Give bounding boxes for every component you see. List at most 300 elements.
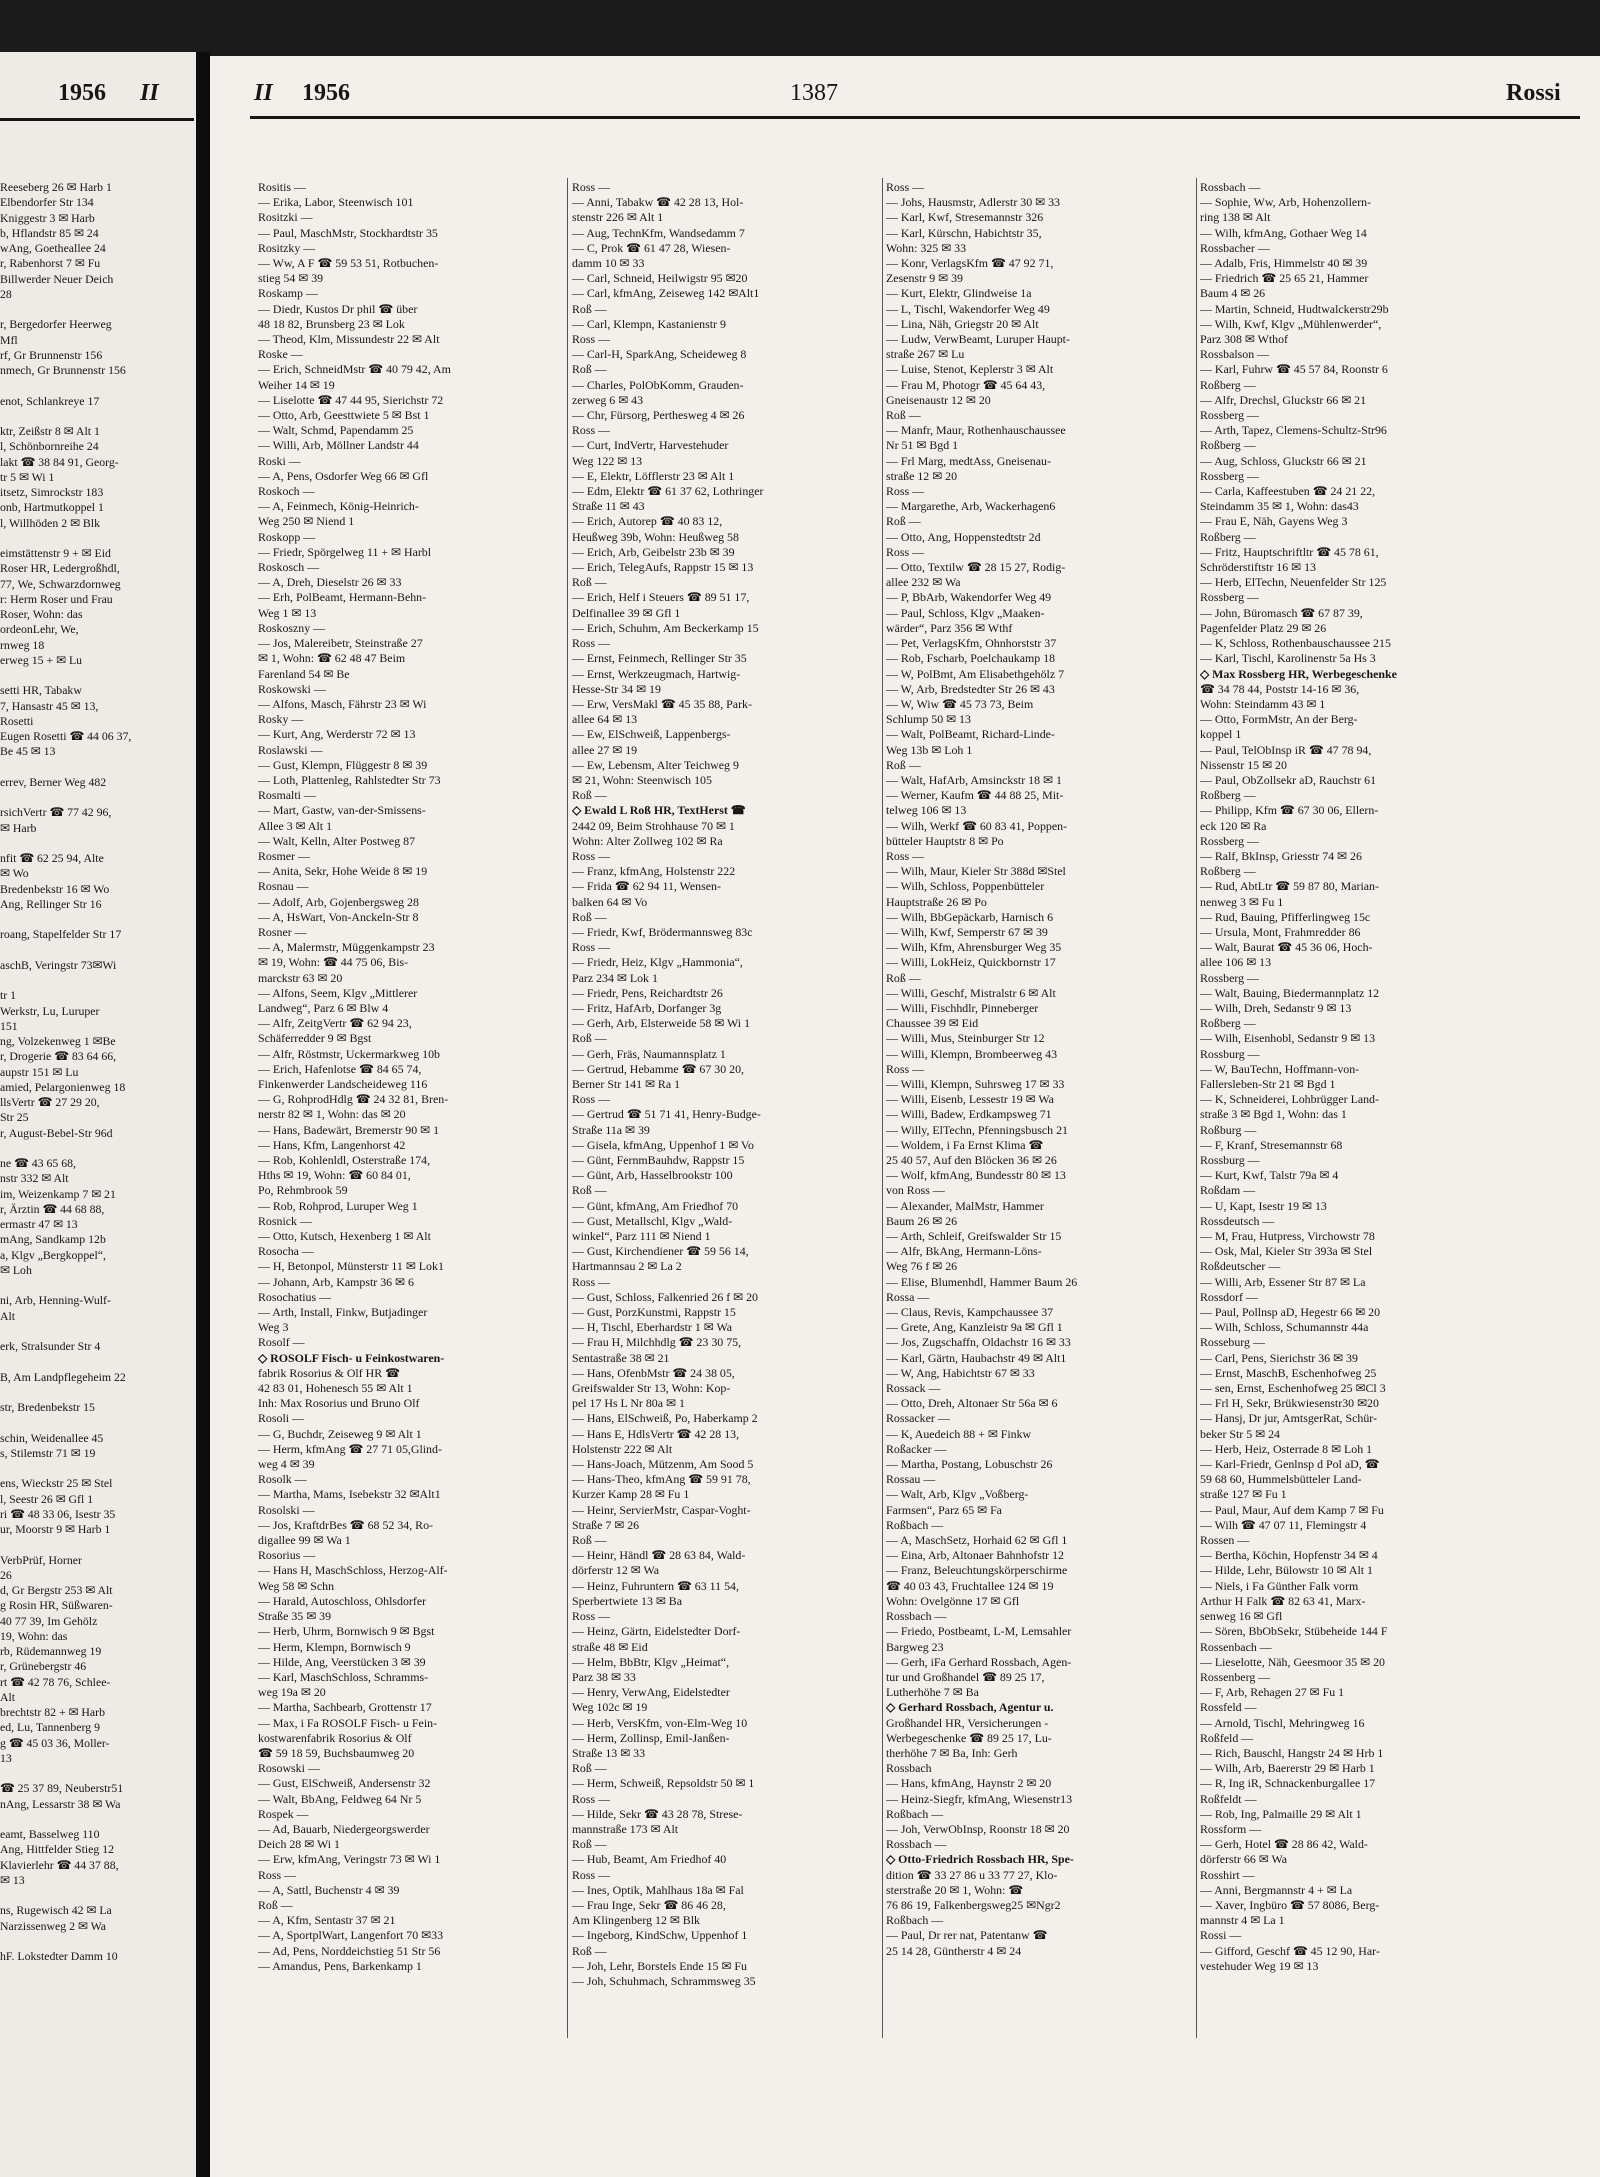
directory-entry-line: — A, Feinmech, König-Heinrich- <box>258 499 419 514</box>
directory-entry-line: — K, Schloss, Rothenbauschaussee 215 <box>1200 636 1391 651</box>
surname-heading: Roßberg — <box>1200 438 1256 453</box>
surname-heading: Rossenbach — <box>1200 1639 1272 1654</box>
directory-entry-line: digallee 99 ✉ Wa 1 <box>258 1533 351 1548</box>
directory-entry-line: ☎ 40 03 43, Fruchtallee 124 ✉ 19 <box>886 1578 1054 1593</box>
directory-entry-line: nenweg 3 ✉ Fu 1 <box>1200 894 1284 909</box>
surname-heading: Roßberg — <box>1200 377 1256 392</box>
directory-entry-line: Berner Str 141 ✉ Ra 1 <box>572 1076 681 1091</box>
directory-entry-line: Rossbach <box>886 1761 932 1776</box>
directory-entry-line: wAng, Goetheallee 24 <box>0 241 106 255</box>
surname-heading: Roski — <box>258 453 301 468</box>
directory-entry-line: pel 17 Hs L Nr 80a ✉ 1 <box>572 1396 685 1411</box>
directory-entry-line: — Erich, Hafenlotse ☎ 84 65 74, <box>258 1061 422 1076</box>
directory-entry-line: — Rich, Bauschl, Hangstr 24 ✉ Hrb 1 <box>1200 1745 1384 1760</box>
directory-entry-line: — Erich, Helf i Steuers ☎ 89 51 17, <box>572 590 750 605</box>
directory-entry-line: Schlump 50 ✉ 13 <box>886 712 971 727</box>
directory-entry-line: — Kurt, Elektr, Glindweise 1a <box>886 286 1032 301</box>
directory-entry-line <box>0 1385 194 1400</box>
directory-entry-line: — Gust, Metallschl, Klgv „Wald- <box>572 1213 733 1228</box>
directory-entry-line: — Karl-Friedr, Genlnsp d Pol aD, ☎ <box>1200 1457 1380 1472</box>
directory-entry-line: Straße 11a ✉ 39 <box>572 1122 650 1137</box>
directory-entry-line: r, Drogerie ☎ 83 64 66, <box>0 1049 117 1064</box>
directory-column-4 <box>1200 180 1510 1974</box>
directory-entry-line <box>0 1888 194 1903</box>
surname-heading: Ross — <box>572 1274 610 1289</box>
surname-heading: Rosoli — <box>258 1411 304 1426</box>
directory-entry-line: Fallersleben-Str 21 ✉ Bgd 1 <box>1200 1076 1336 1091</box>
directory-entry-line: Deich 28 ✉ Wi 1 <box>258 1837 340 1852</box>
directory-entry-line <box>0 668 194 683</box>
directory-entry-line: — Kurt, Kwf, Talstr 79a ✉ 4 <box>1200 1168 1339 1183</box>
surname-heading: Roßberg — <box>1200 788 1256 803</box>
directory-entry-line: Pagenfelder Platz 29 ✉ 26 <box>1200 620 1327 635</box>
directory-entry-line: — Hans E, HdlsVertr ☎ 42 28 13, <box>572 1426 740 1441</box>
directory-entry-line: Greifswalder Str 13, Wohn: Kop- <box>572 1381 731 1396</box>
directory-entry-line: — Sören, BbObSekr, Stübeheide 144 F <box>1200 1624 1388 1639</box>
directory-entry-line: — Heinz, Gärtn, Eidelstedter Dorf- <box>572 1624 741 1639</box>
surname-heading: Roß — <box>572 909 607 924</box>
directory-entry-line: Werkstr, Lu, Luruper <box>0 1003 100 1018</box>
directory-entry-line: onb, Hartmutkoppel 1 <box>0 500 104 515</box>
surname-heading: Rossberg — <box>1200 970 1259 985</box>
directory-entry-line: ◇ Ewald L Roß HR, TextHerst ☎ <box>572 803 746 818</box>
directory-entry-line: Hauptstraße 26 ✉ Po <box>886 894 987 909</box>
directory-entry-line: — Hilde, Sekr ☎ 43 28 78, Strese- <box>572 1806 743 1821</box>
directory-entry-line: — Curt, IndVertr, Harvestehuder <box>572 438 729 453</box>
directory-entry-line: Hartmannsau 2 ✉ La 2 <box>572 1259 682 1274</box>
directory-entry-line <box>0 1766 194 1781</box>
directory-entry-line: — K, Schneiderei, Lohbrügger Land- <box>1200 1092 1379 1107</box>
directory-entry-line: — Xaver, Ingbüro ☎ 57 8086, Berg- <box>1200 1897 1380 1912</box>
directory-entry-line: 40 77 39, Im Gehölz <box>0 1613 98 1628</box>
directory-entry-line: — Joh, Schuhmach, Schrammsweg 35 <box>572 1973 756 1988</box>
directory-entry-line: Be 45 ✉ 13 <box>0 744 56 759</box>
surname-heading: Roß — <box>886 514 921 529</box>
directory-entry-line: — Karl, Gärtn, Haubachstr 49 ✉ Alt1 <box>886 1350 1067 1365</box>
surname-heading: Roß — <box>886 757 921 772</box>
surname-heading: Rosshirt — <box>1200 1867 1255 1882</box>
directory-entry-line: — Otto, FormMstr, An der Berg- <box>1200 712 1358 727</box>
directory-entry-line: — Karl, Tischl, Karolinenstr 5a Hs 3 <box>1200 651 1376 666</box>
directory-entry-line: Bargweg 23 <box>886 1639 944 1654</box>
surname-heading: Rossbach — <box>886 1837 947 1852</box>
directory-entry-line <box>0 790 194 805</box>
directory-entry-line: — Paul, MaschMstr, Stockhardtstr 35 <box>258 225 438 240</box>
directory-entry-line: Lutherhöhe 7 ✉ Ba <box>886 1685 979 1700</box>
directory-entry-line: — Paul, Pollnsp aD, Hegestr 66 ✉ 20 <box>1200 1305 1381 1320</box>
directory-entry-line: — Anni, Bergmannstr 4 + ✉ La <box>1200 1882 1353 1897</box>
directory-entry-line: d, Gr Bergstr 253 ✉ Alt <box>0 1583 113 1597</box>
directory-entry-line: fabrik Rosorius & Olf HR ☎ <box>258 1365 400 1380</box>
directory-entry-line: — Fritz, HafArb, Dorfanger 3g <box>572 1000 722 1015</box>
directory-entry-line: — Helm, BbBtr, Klgv „Heimat“, <box>572 1654 730 1669</box>
directory-entry-line: — Willi, Geschf, Mistralstr 6 ✉ Alt <box>886 985 1056 1000</box>
directory-entry-line: l, Willhöden 2 ✉ Blk <box>0 515 100 530</box>
directory-entry-line: — Otto, Dreh, Altonaer Str 56a ✉ 6 <box>886 1396 1058 1411</box>
directory-entry-line: Weg 13b ✉ Loh 1 <box>886 742 973 757</box>
directory-entry-line: mannstraße 173 ✉ Alt <box>572 1821 679 1836</box>
directory-entry-line: — W, Ang, Habichtstr 67 ✉ 33 <box>886 1365 1035 1380</box>
directory-entry-line: — Konr, VerlagsKfm ☎ 47 92 71, <box>886 256 1054 271</box>
surname-heading: Ross — <box>572 848 610 863</box>
right-header-rule <box>250 116 1580 119</box>
surname-heading: Roß — <box>572 362 607 377</box>
directory-entry-line: straße 3 ✉ Bgd 1, Wohn: das 1 <box>1200 1107 1347 1122</box>
directory-entry-line: — Friedr, Spörgelweg 11 + ✉ Harbl <box>258 544 432 559</box>
directory-entry-line: 13 <box>0 1750 12 1765</box>
directory-entry-line: allee 27 ✉ 19 <box>572 742 638 757</box>
directory-entry-line: Wohn: Steindamm 43 ✉ 1 <box>1200 696 1326 711</box>
surname-heading: Rossenberg — <box>1200 1669 1271 1684</box>
directory-entry-line: — Edm, Elektr ☎ 61 37 62, Lothringer <box>572 484 764 499</box>
directory-entry-line: — Paul, Maur, Auf dem Kamp 7 ✉ Fu <box>1200 1502 1384 1517</box>
directory-entry-line: wärder“, Parz 356 ✉ Wthf <box>886 620 1013 635</box>
surname-heading: Roskosch — <box>258 560 320 575</box>
directory-entry-line: — Alfons, Seem, Klgv „Mittlerer <box>258 985 418 1000</box>
surname-heading: Roß — <box>886 970 921 985</box>
directory-entry-line: — Hans, kfmAng, Haynstr 2 ✉ 20 <box>886 1776 1052 1791</box>
directory-entry-line: — Johs, Hausmstr, Adlerstr 30 ✉ 33 <box>886 195 1060 210</box>
directory-entry-line: — Liselotte ☎ 47 44 95, Sierichstr 72 <box>258 392 444 407</box>
directory-entry-line: — Anni, Tabakw ☎ 42 28 13, Hol- <box>572 195 744 210</box>
directory-entry-line: — Erika, Labor, Steenwisch 101 <box>258 195 414 210</box>
directory-entry-line: r, August-Bebel-Str 96d <box>0 1125 113 1140</box>
directory-entry-line: — Hans-Theo, kfmAng ☎ 59 91 78, <box>572 1472 751 1487</box>
directory-entry-line: — Heinz-Siegfr, kfmAng, Wiesenstr13 <box>886 1791 1073 1806</box>
directory-entry-line: — Luise, Stenot, Keplerstr 3 ✉ Alt <box>886 362 1054 377</box>
directory-entry-line: — E, Elektr, Löfflerstr 23 ✉ Alt 1 <box>572 468 735 483</box>
directory-entry-line: — Joh, VerwObInsp, Roonstr 18 ✉ 20 <box>886 1821 1070 1836</box>
directory-entry-line: nAng, Lessarstr 38 ✉ Wa <box>0 1796 121 1811</box>
right-page <box>210 56 1600 2177</box>
column-divider <box>882 178 883 2038</box>
directory-entry-line: Alt <box>0 1689 16 1704</box>
directory-entry-line: telweg 106 ✉ 13 <box>886 803 967 818</box>
directory-entry-line: — Alfr, Röstmstr, Uckermarkweg 10b <box>258 1046 440 1061</box>
surname-heading: Roß — <box>572 1943 607 1958</box>
surname-heading: Rossberg — <box>1200 590 1259 605</box>
surname-heading: Roß — <box>572 1031 607 1046</box>
directory-entry-line: errev, Berner Weg 482 <box>0 774 107 789</box>
book-gutter <box>196 52 210 2177</box>
surname-heading: Rossbacher — <box>1200 240 1270 255</box>
directory-entry-line: — G, Buchdr, Zeiseweg 9 ✉ Alt 1 <box>258 1426 422 1441</box>
directory-entry-line: ri ☎ 48 33 06, Isestr 35 <box>0 1506 116 1521</box>
directory-entry-line: ur, Moorstr 9 ✉ Harb 1 <box>0 1522 111 1536</box>
surname-heading: Roßdam — <box>1200 1183 1256 1198</box>
directory-entry-line: nerstr 82 ✉ 1, Wohn: das ✉ 20 <box>258 1107 406 1122</box>
directory-entry-line: r, Grünebergstr 46 <box>0 1659 87 1674</box>
directory-entry-line: ✉ Harb <box>0 820 37 835</box>
surname-heading: Rossi — <box>1200 1928 1242 1943</box>
directory-entry-line: — Amandus, Pens, Barkenkamp 1 <box>258 1958 422 1973</box>
surname-heading: Rosmalti — <box>258 788 316 803</box>
directory-entry-line: — Herm, Schweiß, Repsoldstr 50 ✉ 1 <box>572 1776 755 1791</box>
directory-entry-line <box>0 1461 194 1476</box>
surname-heading: Rosner — <box>258 924 307 939</box>
directory-entry-line: — Niels, i Fa Günther Falk vorm <box>1200 1578 1359 1593</box>
directory-entry-line: — Herb, VersKfm, von-Elm-Weg 10 <box>572 1715 748 1730</box>
directory-entry-line: — Mart, Gastw, van-der-Smissens- <box>258 803 426 818</box>
directory-entry-line: — Heinr, ServierMstr, Caspar-Voght- <box>572 1502 751 1517</box>
directory-entry-line: Billwerder Neuer Deich <box>0 271 114 286</box>
directory-entry-line: Großhandel HR, Versicherungen - <box>886 1715 1049 1730</box>
directory-entry-line: Schröderstiftstr 16 ✉ 13 <box>1200 560 1316 575</box>
directory-entry-line: — Karl, Fuhrw ☎ 45 57 84, Roonstr 6 <box>1200 362 1388 377</box>
directory-column-2 <box>572 180 877 1989</box>
surname-heading: Roßacker — <box>886 1441 947 1456</box>
column-divider <box>567 178 568 2038</box>
surname-heading: Roß — <box>572 1183 607 1198</box>
directory-entry-line: Werbegeschenke ☎ 89 25 17, Lu- <box>886 1730 1052 1745</box>
surname-heading: Rossen — <box>1200 1533 1250 1548</box>
left-page <box>0 52 196 2177</box>
directory-entry-line: B, Am Landpflegeheim 22 <box>0 1369 126 1384</box>
directory-entry-line: mannstr 4 ✉ La 1 <box>1200 1913 1285 1928</box>
directory-entry-line: therhöhe 7 ✉ Ba, Inh: Gerh <box>886 1745 1018 1760</box>
directory-entry-line: — Willi, Arb, Möllner Landstr 44 <box>258 438 419 453</box>
directory-entry-line: — Gerh, Arb, Elsterweide 58 ✉ Wi 1 <box>572 1016 751 1031</box>
surname-heading: Roß — <box>572 301 607 316</box>
directory-entry-line: — Jos, KraftdrBes ☎ 68 52 34, Ro- <box>258 1517 433 1532</box>
directory-entry-line: Weiher 14 ✉ 19 <box>258 377 335 392</box>
directory-entry-line: 28 <box>0 286 12 301</box>
directory-entry-line: — Lieselotte, Näh, Geesmoor 35 ✉ 20 <box>1200 1654 1385 1669</box>
directory-entry-line: — Ludw, VerwBeamt, Luruper Haupt- <box>886 332 1070 347</box>
directory-entry-line: — Gerh, iFa Gerhard Rossbach, Agen- <box>886 1654 1072 1669</box>
directory-entry-line: — Wilh, Schloss, Schumannstr 44a <box>1200 1320 1369 1335</box>
directory-entry-line: — Wilh, Schloss, Poppenbütteler <box>886 879 1045 894</box>
directory-entry-line: ens, Wieckstr 25 ✉ Stel <box>0 1476 113 1491</box>
directory-entry-line: — Kurt, Ang, Werderstr 72 ✉ 13 <box>258 727 416 742</box>
surname-heading: Ross — <box>572 180 610 194</box>
directory-entry-line: — H, Betonpol, Münsterstr 11 ✉ Lok1 <box>258 1259 444 1274</box>
directory-entry-line: erk, Stralsunder Str 4 <box>0 1339 101 1353</box>
directory-entry-line: — Alfr, Drechsl, Gluckstr 66 ✉ 21 <box>1200 392 1367 407</box>
directory-entry-line: r: Herm Roser und Frau <box>0 591 113 606</box>
directory-entry-line: — Anita, Sekr, Hohe Weide 8 ✉ 19 <box>258 864 428 879</box>
directory-entry-line: — Joh, Lehr, Borstels Ende 15 ✉ Fu <box>572 1958 747 1973</box>
directory-entry-line: — Carl, kfmAng, Zeiseweg 142 ✉Alt1 <box>572 286 760 301</box>
surname-heading: Rospek — <box>258 1806 309 1821</box>
directory-entry-line: tur und Großhandel ☎ 89 25 17, <box>886 1669 1045 1684</box>
directory-entry-line: eimstättenstr 9 + ✉ Eid <box>0 546 111 560</box>
directory-entry-line: ✉ 21, Wohn: Steenwisch 105 <box>572 772 712 787</box>
directory-entry-line: — Otto, Kutsch, Hexenberg 1 ✉ Alt <box>258 1229 431 1244</box>
directory-entry-line: Arthur H Falk ☎ 82 63 41, Marx- <box>1200 1593 1366 1608</box>
directory-entry-line: — Jos, Zugschaffn, Oldachstr 16 ✉ 33 <box>886 1335 1071 1350</box>
directory-entry-line: — A, Pens, Osdorfer Weg 66 ✉ Gfl <box>258 468 429 483</box>
directory-entry-line: — Frau M, Photogr ☎ 45 64 43, <box>886 377 1046 392</box>
directory-entry-line: — Alfons, Masch, Fährstr 23 ✉ Wi <box>258 696 427 711</box>
directory-entry-line: — A, Dreh, Dieselstr 26 ✉ 33 <box>258 575 402 590</box>
directory-entry-line: — Arth, Install, Finkw, Butjadinger <box>258 1305 428 1320</box>
directory-entry-line: ne ☎ 43 65 68, <box>0 1156 76 1170</box>
left-page-part: II <box>140 80 159 106</box>
directory-entry-line: — Hilde, Lehr, Bülowstr 10 ✉ Alt 1 <box>1200 1563 1373 1578</box>
directory-entry-line: beker Str 5 ✉ 24 <box>1200 1426 1280 1441</box>
directory-entry-line: Baum 4 ✉ 26 <box>1200 286 1266 301</box>
directory-entry-line: Str 25 <box>0 1110 29 1125</box>
directory-entry-line: schin, Weidenallee 45 <box>0 1430 104 1445</box>
directory-entry-line: r, Bergedorfer Heerweg <box>0 317 112 332</box>
directory-entry-line <box>0 302 194 317</box>
directory-entry-line: 59 68 60, Hummelsbütteler Land- <box>1200 1472 1362 1487</box>
directory-entry-line: — Werner, Kaufm ☎ 44 88 25, Mit- <box>886 788 1064 803</box>
directory-entry-line: — Ernst, MaschB, Eschenhofweg 25 <box>1200 1365 1377 1380</box>
directory-entry-line <box>0 1324 194 1339</box>
directory-entry-line: aupstr 151 ✉ Lu <box>0 1064 79 1079</box>
right-page-year: 1956 <box>302 80 350 106</box>
directory-entry-line: — Gifford, Geschf ☎ 45 12 90, Har- <box>1200 1943 1380 1958</box>
directory-entry-line: ◇ Otto-Friedrich Rossbach HR, Spe- <box>886 1852 1074 1867</box>
directory-entry-line: — Osk, Mal, Kieler Str 393a ✉ Stel <box>1200 1244 1373 1259</box>
directory-entry-line: — sen, Ernst, Eschenhofweg 25 ✉Cl 3 <box>1200 1381 1386 1396</box>
surname-heading: Roßberg — <box>1200 529 1256 544</box>
directory-entry-line: straße 127 ✉ Fu 1 <box>1200 1487 1287 1502</box>
directory-entry-line: — Elise, Blumenhdl, Hammer Baum 26 <box>886 1274 1078 1289</box>
directory-entry-line: — Karl, Kwf, Stresemannstr 326 <box>886 210 1044 225</box>
directory-entry-line: — Hans, Kfm, Langenhorst 42 <box>258 1137 406 1152</box>
directory-entry-line: — Wolf, kfmAng, Bundesstr 80 ✉ 13 <box>886 1168 1066 1183</box>
directory-column-3 <box>886 180 1191 1959</box>
directory-entry-line: allee 106 ✉ 13 <box>1200 955 1272 970</box>
directory-entry-line: — Martha, Sachbearb, Grottenstr 17 <box>258 1700 432 1715</box>
directory-entry-line: itsetz, Simrockstr 183 <box>0 485 104 499</box>
surname-heading: Rosnick — <box>258 1213 312 1228</box>
directory-entry-line: Zesenstr 9 ✉ 39 <box>886 271 963 286</box>
directory-entry-line: Farmsen“, Parz 65 ✉ Fa <box>886 1502 1002 1517</box>
directory-entry-line: — Carla, Kaffeestuben ☎ 24 21 22, <box>1200 484 1376 499</box>
surname-heading: Ross — <box>572 423 610 438</box>
surname-heading: Roskoch — <box>258 484 315 499</box>
surname-heading: Rosocha — <box>258 1244 314 1259</box>
directory-entry-line: — John, Büromasch ☎ 67 87 39, <box>1200 605 1363 620</box>
directory-entry-line: l, Seestr 26 ✉ Gfl 1 <box>0 1491 94 1506</box>
directory-entry-line: — Ew, Lebensm, Alter Teichweg 9 <box>572 757 739 772</box>
surname-heading: Rossack — <box>886 1381 941 1396</box>
directory-entry-line: Sperbertwiete 13 ✉ Ba <box>572 1593 683 1608</box>
directory-entry-line: — Günt, FernmBauhdw, Rappstr 15 <box>572 1153 745 1167</box>
surname-heading: Roßbach — <box>886 1913 944 1928</box>
directory-entry-line: Weg 3 <box>258 1320 289 1335</box>
directory-entry-line: stenstr 226 ✉ Alt 1 <box>572 210 664 225</box>
directory-entry-line: sterstraße 20 ✉ 1, Wohn: ☎ <box>886 1882 1024 1897</box>
directory-entry-line: — Hub, Beamt, Am Friedhof 40 <box>572 1852 727 1867</box>
surname-heading: Roskamp — <box>258 286 318 301</box>
directory-entry-line: ng, Volzekenweg 1 ✉Be <box>0 1034 116 1048</box>
directory-entry-line <box>0 409 194 424</box>
surname-heading: Rosorius — <box>258 1548 316 1563</box>
surname-heading: Rosseburg — <box>1200 1335 1265 1350</box>
directory-entry-line: — Walt, PolBeamt, Richard-Linde- <box>886 727 1055 742</box>
directory-entry-line: str, Bredenbekstr 15 <box>0 1400 95 1414</box>
directory-entry-line: — M, Frau, Hutpress, Virchowstr 78 <box>1200 1229 1375 1244</box>
directory-entry-line: — Johann, Arb, Kampstr 36 ✉ 6 <box>258 1274 414 1289</box>
directory-entry-line: lakt ☎ 38 84 91, Georg- <box>0 454 119 469</box>
directory-entry-line: Ang, Rellinger Str 16 <box>0 896 102 911</box>
directory-entry-line: brechtstr 82 + ✉ Harb <box>0 1705 105 1719</box>
directory-entry-line: — Gerh, Hotel ☎ 28 86 42, Wald- <box>1200 1837 1368 1852</box>
catchword: Rossi <box>1506 80 1561 106</box>
directory-entry-line: — Arth, Schleif, Greifswalder Str 15 <box>886 1229 1062 1244</box>
directory-entry-line: — Gust, PorzKunstmi, Rappstr 15 <box>572 1305 736 1320</box>
surname-heading: Roß — <box>886 408 921 423</box>
surname-heading: Roskopp — <box>258 529 316 544</box>
directory-entry-line: — Sophie, Ww, Arb, Hohenzollern- <box>1200 195 1372 210</box>
surname-heading: Rositzky — <box>258 240 316 255</box>
directory-entry-line: — Erich, Autorep ☎ 40 83 12, <box>572 514 723 529</box>
surname-heading: Roßbach — <box>886 1517 944 1532</box>
directory-entry-line: — Karl, Kürschn, Habichtstr 35, <box>886 225 1042 240</box>
directory-entry-line: — Friedr, Kwf, Brödermannsweg 83c <box>572 924 753 939</box>
directory-entry-line: Kurzer Kamp 28 ✉ Fu 1 <box>572 1487 690 1502</box>
surname-heading: Rossburg — <box>1200 1046 1260 1061</box>
directory-entry-line: — Gust, Kirchendiener ☎ 59 56 14, <box>572 1244 749 1259</box>
surname-heading: Roslawski — <box>258 742 323 757</box>
surname-heading: Ross — <box>572 1092 610 1107</box>
directory-entry-line: — Wilh, Werkf ☎ 60 83 41, Poppen- <box>886 818 1068 833</box>
directory-entry-line: 151 <box>0 1018 18 1033</box>
directory-entry-line: Hesse-Str 34 ✉ 19 <box>572 681 661 696</box>
directory-entry-line: — Willi, Eisenb, Lessestr 19 ✉ Wa <box>886 1092 1054 1107</box>
directory-entry-line: Alt <box>0 1308 16 1323</box>
directory-entry-line: straße 12 ✉ 20 <box>886 468 958 483</box>
directory-entry-line: Weg 102c ✉ 19 <box>572 1700 648 1715</box>
directory-entry-line: — A, Sattl, Buchenstr 4 ✉ 39 <box>258 1882 400 1897</box>
directory-entry-line: — Otto, Arb, Geesttwiete 5 ✉ Bst 1 <box>258 408 430 423</box>
surname-heading: Ross — <box>572 332 610 347</box>
directory-entry-line: Weg 250 ✉ Niend 1 <box>258 514 355 529</box>
directory-entry-line: — Frida ☎ 62 94 11, Wensen- <box>572 879 721 894</box>
directory-entry-line: — Herm, Zollinsp, Emil-Janßen- <box>572 1730 730 1745</box>
directory-entry-line: im, Weizenkamp 7 ✉ 21 <box>0 1186 116 1201</box>
directory-entry-line: — Alfr, ZeitgVertr ☎ 62 94 23, <box>258 1016 412 1031</box>
directory-entry-line: 77, We, Schwarzdornweg <box>0 576 121 591</box>
directory-entry-line: — Ingeborg, KindSchw, Uppenhof 1 <box>572 1928 748 1943</box>
directory-entry-line: damm 10 ✉ 33 <box>572 256 645 271</box>
directory-entry-line: — Carl, Pens, Sierichstr 36 ✉ 39 <box>1200 1350 1358 1365</box>
directory-entry-line: roang, Stapelfelder Str 17 <box>0 927 122 942</box>
surname-heading: Rossburg — <box>1200 1153 1260 1167</box>
directory-entry-line: straße 267 ✉ Lu <box>886 347 965 362</box>
directory-entry-line: — Diedr, Kustos Dr phil ☎ über <box>258 301 418 316</box>
directory-entry-line <box>0 943 194 958</box>
directory-entry-line: — Frl Marg, medtAss, Gneisenau- <box>886 453 1051 468</box>
directory-entry-line: — Grete, Ang, Kanzleistr 9a ✉ Gfl 1 <box>886 1320 1063 1335</box>
directory-entry-line: dörferstr 66 ✉ Wa <box>1200 1852 1288 1867</box>
directory-entry-line: — Erw, kfmAng, Veringstr 73 ✉ Wi 1 <box>258 1852 441 1867</box>
directory-entry-line: — Wilh ☎ 47 07 11, Flemingstr 4 <box>1200 1517 1367 1532</box>
directory-entry-line <box>0 378 194 393</box>
directory-entry-line: nmech, Gr Brunnenstr 156 <box>0 363 126 377</box>
directory-entry-line: ✉ 1, Wohn: ☎ 62 48 47 Beim <box>258 651 406 666</box>
directory-entry-line: — P, BbArb, Wakendorfer Weg 49 <box>886 590 1052 605</box>
directory-entry-line: Straße 7 ✉ 26 <box>572 1517 640 1532</box>
left-page-entries <box>0 180 194 1964</box>
directory-entry-line: ◇ ROSOLF Fisch- u Feinkostwaren- <box>258 1350 445 1365</box>
surname-heading: Roskowski — <box>258 681 326 696</box>
surname-heading: Ross — <box>886 180 924 194</box>
directory-entry-line: — Ew, ElSchweiß, Lappenbergs- <box>572 727 731 742</box>
directory-entry-line: — Gust, Schloss, Falkenried 26 f ✉ 20 <box>572 1289 759 1304</box>
directory-entry-line <box>0 1934 194 1949</box>
directory-entry-line: senweg 16 ✉ Gfl <box>1200 1609 1283 1624</box>
directory-entry-line: — Heinr, Händl ☎ 28 63 84, Wald- <box>572 1548 746 1563</box>
directory-entry-line: — Günt, Arb, Hasselbrookstr 100 <box>572 1168 733 1183</box>
directory-entry-line: — Rob, Kohlenldl, Osterstraße 174, <box>258 1153 431 1167</box>
directory-entry-line: s, Stilemstr 71 ✉ 19 <box>0 1445 96 1460</box>
